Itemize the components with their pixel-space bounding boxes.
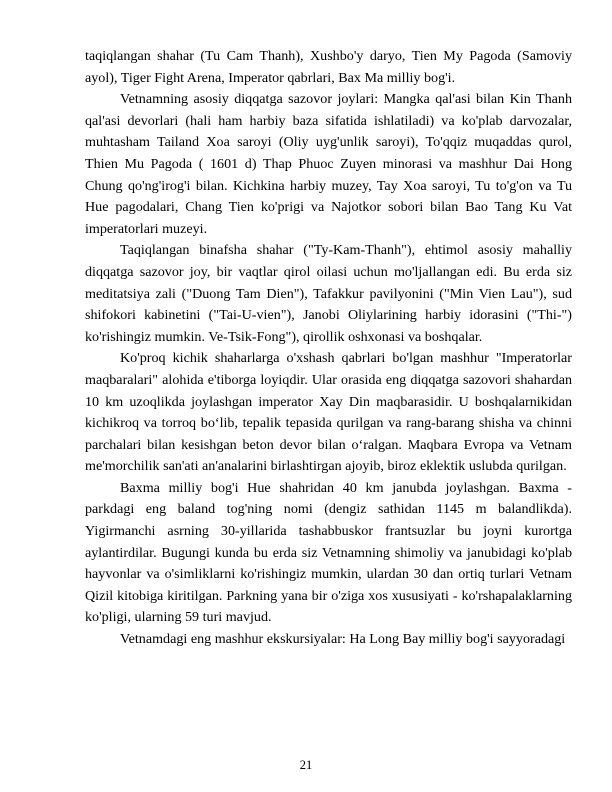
body-text xyxy=(85,46,572,651)
paragraph-excursions: Vetnamdagi eng mashhur ekskursiyalar: Ha Long Bay milliy bog'i sayyoradagi xyxy=(120,631,566,648)
paragraph-bach-ma-park: Baxma milliy bog'i Hue shahridan 40 km janubda joylashgan. Baxma - parkdagi eng baland tog'ning nomi (dengiz sathidan 1145 m balandlikda). Yigirmanchi asrning 30-yillarida tashabbuskor frantsuzlar bu joyni kurortga aylantirdilar. Bugungi kunda bu erda siz Vetnamning shimoliy va janubidagi ko'plab hayvonlar va o'simliklarni ko'rishingiz mumkin, ulardan 30 dan ortiq turlari Vetnam Qizil kitobiga kiritilgan. Parkning yana bir o'ziga xos xususiyati - ko'rshapalaklarning ko'pligi, ularning 59 turi mavjud. xyxy=(85,479,572,626)
paragraph-imperial-tombs: Ko'proq kichik shaharlarga o'xshash qabrlari bo'lgan mashhur "Imperatorlar maqbaralari" alohida e'tiborga loyiqdir. Ular orasida eng diqqatga sazovori shahardan 10 km uzoqlikda joylashgan imperator Xay Din maqbarasidir. U boshqalarnikidan kichikroq va torroq bo‘lib, tepalik tepasida qurilgan va rang-barang shisha va chinni parchalari bilan kesishgan beton devor bilan o‘ralgan. Maqbara Evropa va Vetnam me'morchilik san'ati an'analarini birlashtirgan ajoyib, biroz eklektik uslubda qurilgan. xyxy=(85,350,572,475)
paragraph-main-attractions: Vetnamning asosiy diqqatga sazovor joylari: Mangka qal'asi bilan Kin Thanh qal'asi devorlari (hali ham harbiy baza sifatida ishlatiladi) va ko'plab darvozalar, muhtasham Tailand Xoa saroyi (Oliy uyg'unlik saroyi), To'qqiz muqaddas qurol, Thien Mu Pagoda ( 1601 d) Thap Phuoc Zuyen minorasi va mashhur Dai Hong Chung qo'ng'irog'i bilan. Kichkina harbiy muzey, Tay Xoa saroyi, Tu to'g'on va Tu Hue pagodalari, Chang Tien ko'prigi va Najotkor sobori bilan Bao Tang Ku Vat imperatorlari muzeyi. xyxy=(85,91,572,237)
paragraph-forbidden-city: Taqiqlangan binafsha shahar ("Ty-Kam-Thanh"), ehtimol asosiy mahalliy diqqatga sazovor joy, bir vaqtlar qirol oilasi uchun mo'ljallangan edi. Bu erda siz meditatsiya zali ("Duong Tam Dien"), Tafakkur pavilyonini ("Min Vien Lau"), sud shifokori kabinetini ("Tai-U-vien"), Janobi Oliylarining harbiy idorasini ("Thi-") ko'rishingiz mumkin. Ve-Tsik-Fong"), qirollik oshxonasi va boshqalar. xyxy=(85,242,572,345)
page-number: 21 xyxy=(299,758,313,772)
paragraph-continuation: taqiqlangan shahar (Tu Cam Thanh), Xushbo'y daryo, Tien My Pagoda (Samoviy ayol), Tiger Fight Arena, Imperator qabrlari, Bax Ma milliy bog'i. xyxy=(85,48,572,86)
